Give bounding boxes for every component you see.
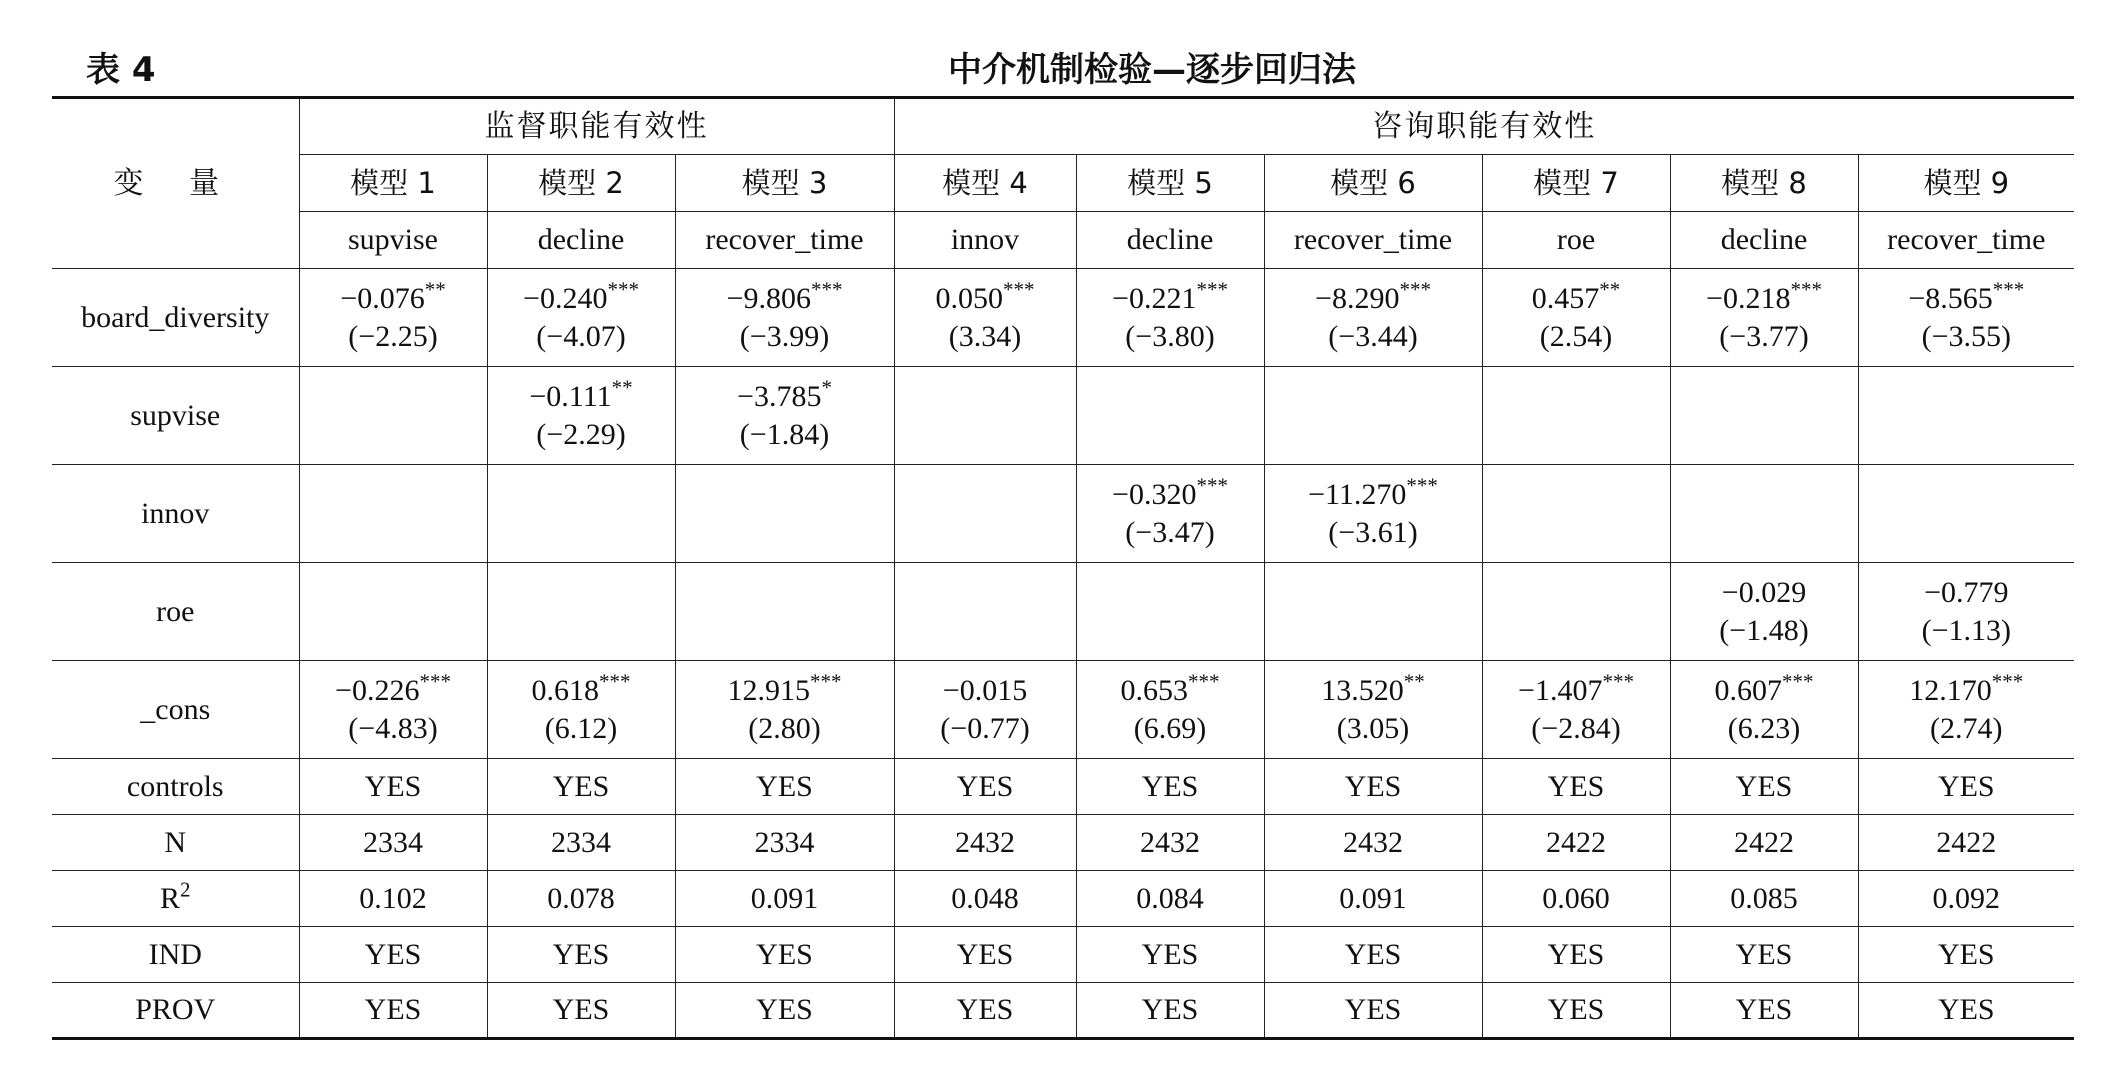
coefficient-line (676, 277, 894, 318)
header-row-dependents (52, 212, 2074, 269)
row-label (52, 927, 299, 983)
coefficient-value: −0.226 (335, 674, 420, 707)
statistic-cell: 2334 (487, 815, 675, 871)
coefficient-cell (1482, 465, 1670, 563)
coefficient-value: −0.320 (1112, 478, 1197, 511)
statistic-cell: YES (1858, 759, 2074, 815)
significance-stars: ** (611, 375, 633, 400)
coefficient-value: 12.915 (727, 674, 810, 707)
t-statistic: (−3.99) (739, 319, 830, 353)
t-statistic: (−2.25) (348, 319, 438, 353)
model-header: 模型 8 (1670, 155, 1858, 212)
coefficient-cell (487, 269, 675, 367)
coefficient-line (1483, 277, 1670, 318)
statistic-cell: YES (1482, 927, 1670, 983)
t-statistic: (2.80) (748, 711, 821, 745)
t-statistic: (6.12) (544, 711, 618, 745)
statistic-cell: 0.078 (487, 871, 675, 927)
coefficient-cell (299, 465, 487, 563)
coefficient-value: −8.565 (1908, 282, 1993, 315)
coefficient-cell (1264, 661, 1482, 759)
coefficient-line (300, 277, 487, 318)
coefficient-value: −0.221 (1112, 282, 1197, 315)
row-label-superscript: 2 (180, 877, 191, 902)
t-statistic: (−3.80) (1125, 319, 1215, 353)
coefficient-cell (675, 563, 894, 661)
coefficient-value: 13.520 (1321, 674, 1404, 707)
model-header: 模型 1 (299, 155, 487, 212)
coefficient-value: −0.111 (529, 380, 612, 413)
statistic-cell: 0.084 (1076, 871, 1264, 927)
significance-stars: *** (1782, 669, 1814, 694)
coefficient-line (1077, 277, 1264, 318)
row-label (52, 983, 299, 1039)
coefficient-line (1859, 277, 2075, 318)
statistic-cell: 0.060 (1482, 871, 1670, 927)
coefficient-cell (299, 367, 487, 465)
coefficient-cell (675, 367, 894, 465)
coefficient-cell (1264, 465, 1482, 563)
coefficient-line (1265, 277, 1482, 318)
coefficient-cell (299, 269, 487, 367)
row-label: supvise (52, 367, 299, 465)
statistics-row (52, 983, 2074, 1039)
t-statistic: (−1.84) (739, 417, 830, 451)
model-header: 模型 2 (487, 155, 675, 212)
coefficient-cell (1076, 661, 1264, 759)
t-statistic: (−1.48) (1719, 613, 1809, 647)
coefficient-cell (1264, 367, 1482, 465)
statistic-cell: YES (299, 927, 487, 983)
coefficient-cell (1670, 563, 1858, 661)
coefficient-line (1671, 669, 1858, 710)
coefficient-cell (487, 367, 675, 465)
t-statistic: (−4.07) (536, 319, 626, 353)
coefficient-line (488, 669, 675, 710)
significance-stars: *** (1790, 277, 1822, 302)
significance-stars: *** (1991, 669, 2024, 694)
row-label-text: PROV (135, 993, 216, 1027)
coefficient-value: −0.029 (1721, 576, 1807, 609)
coefficient-line (488, 375, 675, 416)
statistic-cell: YES (1076, 927, 1264, 983)
coefficient-cell (894, 465, 1076, 563)
coefficient-line (488, 277, 675, 318)
coefficient-row (52, 563, 2074, 661)
significance-stars: * (821, 375, 832, 400)
coefficient-row (52, 661, 2074, 759)
statistic-cell: 0.102 (299, 871, 487, 927)
coefficient-value: 0.653 (1120, 674, 1188, 707)
coefficient-cell (1482, 563, 1670, 661)
coefficient-cell (487, 563, 675, 661)
statistic-cell: 0.091 (675, 871, 894, 927)
t-statistic: (−4.83) (348, 711, 438, 745)
coefficient-line (1265, 669, 1482, 710)
coefficient-value: −9.806 (726, 282, 811, 315)
coefficient-value: −1.407 (1518, 674, 1603, 707)
coefficient-cell (1670, 465, 1858, 563)
row-label-text: IND (148, 937, 202, 971)
coefficient-cell (1076, 269, 1264, 367)
coefficient-line (895, 672, 1076, 710)
t-statistic: (−3.47) (1125, 515, 1215, 549)
coefficient-cell (1264, 269, 1482, 367)
t-statistic: (−2.84) (1531, 711, 1621, 745)
row-label (52, 759, 299, 815)
table-caption (52, 38, 2072, 98)
dependent-variable-header: innov (894, 212, 1076, 269)
variable-column-header: 变 量 (52, 98, 299, 269)
significance-stars: *** (1196, 473, 1228, 498)
t-statistic: (−3.77) (1719, 319, 1809, 353)
t-statistic: (−1.13) (1921, 613, 2011, 647)
coefficient-cell (1670, 269, 1858, 367)
statistic-cell: YES (299, 759, 487, 815)
statistic-cell: 0.048 (894, 871, 1076, 927)
coefficient-value: −11.270 (1308, 478, 1407, 511)
dependent-variable-header: decline (487, 212, 675, 269)
coefficient-row (52, 269, 2074, 367)
regression-table (52, 96, 2074, 1040)
coefficient-cell (299, 563, 487, 661)
t-statistic: (−3.61) (1328, 515, 1418, 549)
statistic-cell: 0.085 (1670, 871, 1858, 927)
statistic-cell: YES (299, 983, 487, 1039)
coefficient-value: −0.015 (942, 674, 1028, 707)
dependent-variable-header: recover_time (1264, 212, 1482, 269)
row-label (52, 815, 299, 871)
row-label: roe (52, 563, 299, 661)
statistic-cell: YES (1482, 759, 1670, 815)
coefficient-value: 12.170 (1909, 674, 1992, 707)
coefficient-cell (1482, 661, 1670, 759)
statistic-cell: YES (1264, 983, 1482, 1039)
significance-stars: *** (607, 277, 639, 302)
coefficient-line (676, 375, 894, 416)
statistic-cell: YES (1858, 927, 2074, 983)
coefficient-cell (675, 269, 894, 367)
coefficient-value: 0.607 (1714, 674, 1782, 707)
statistic-cell: YES (487, 983, 675, 1039)
coefficient-cell (1858, 269, 2074, 367)
significance-stars: ** (1599, 277, 1621, 302)
statistic-cell: YES (487, 759, 675, 815)
dependent-variable-header: recover_time (1858, 212, 2074, 269)
coefficient-cell (1076, 465, 1264, 563)
coefficient-cell (487, 465, 675, 563)
t-statistic: (2.74) (1930, 711, 2003, 745)
dependent-variable-header: recover_time (675, 212, 894, 269)
coefficient-line (895, 277, 1076, 318)
statistic-cell: YES (487, 927, 675, 983)
coefficient-value: −0.218 (1706, 282, 1791, 315)
coefficient-value: 0.618 (531, 674, 599, 707)
significance-stars: *** (810, 277, 843, 302)
t-statistic: (−3.44) (1328, 319, 1418, 353)
statistic-cell: YES (675, 927, 894, 983)
significance-stars: *** (1196, 277, 1228, 302)
coefficient-cell (1858, 465, 2074, 563)
t-statistic: (2.54) (1539, 319, 1613, 353)
coefficient-cell (894, 661, 1076, 759)
coefficient-cell (1264, 563, 1482, 661)
statistic-cell: 2432 (894, 815, 1076, 871)
coefficient-line (1859, 574, 2075, 612)
model-header: 模型 5 (1076, 155, 1264, 212)
statistic-cell: YES (1264, 927, 1482, 983)
significance-stars: *** (1188, 669, 1220, 694)
coefficient-line (676, 669, 894, 710)
statistic-cell: YES (1858, 983, 2074, 1039)
statistic-cell: 2422 (1858, 815, 2074, 871)
statistic-cell: YES (675, 759, 894, 815)
coefficient-value: 0.050 (935, 282, 1003, 315)
coefficient-cell (894, 563, 1076, 661)
coefficient-line (1671, 277, 1858, 318)
statistic-cell: YES (1264, 759, 1482, 815)
dependent-variable-header: decline (1670, 212, 1858, 269)
t-statistic: (−2.29) (536, 417, 626, 451)
row-label: board_diversity (52, 269, 299, 367)
t-statistic: (−3.55) (1921, 319, 2011, 353)
coefficient-cell (1858, 661, 2074, 759)
statistic-cell: YES (1670, 983, 1858, 1039)
coefficient-cell (1858, 563, 2074, 661)
statistic-cell: 0.091 (1264, 871, 1482, 927)
coefficient-value: −3.785 (737, 380, 822, 413)
table-number: 表 4 (86, 50, 156, 90)
statistic-cell: 2432 (1264, 815, 1482, 871)
coefficient-cell (487, 661, 675, 759)
table-title: 中介机制检验—逐步回归法 (948, 50, 1356, 90)
model-header: 模型 7 (1482, 155, 1670, 212)
t-statistic: (3.05) (1336, 711, 1410, 745)
coefficient-value: −0.076 (340, 282, 425, 315)
significance-stars: *** (810, 669, 842, 694)
row-label-text: N (164, 825, 187, 859)
statistic-cell: YES (675, 983, 894, 1039)
coefficient-line (300, 669, 487, 710)
header-row-groups (52, 98, 2074, 155)
coefficient-value: −8.290 (1315, 282, 1400, 315)
dependent-variable-header: supvise (299, 212, 487, 269)
group-header-advisory: 咨询职能有效性 (894, 98, 2074, 155)
significance-stars: *** (1003, 277, 1035, 302)
t-statistic: (6.69) (1133, 711, 1207, 745)
row-label-text: controls (126, 769, 224, 803)
row-label: _cons (52, 661, 299, 759)
coefficient-line (1265, 473, 1482, 514)
statistic-cell: YES (894, 927, 1076, 983)
coefficient-cell (675, 661, 894, 759)
coefficient-line (1483, 669, 1670, 710)
dependent-variable-header: decline (1076, 212, 1264, 269)
t-statistic: (6.23) (1727, 711, 1801, 745)
row-label (52, 871, 299, 927)
model-header: 模型 3 (675, 155, 894, 212)
coefficient-cell (894, 269, 1076, 367)
statistics-row (52, 871, 2074, 927)
coefficient-line (1671, 574, 1858, 612)
t-statistic: (−0.77) (940, 711, 1030, 745)
coefficient-cell (675, 465, 894, 563)
model-header: 模型 9 (1858, 155, 2074, 212)
coefficient-cell (1858, 367, 2074, 465)
coefficient-cell (1482, 269, 1670, 367)
statistics-row (52, 927, 2074, 983)
significance-stars: ** (424, 277, 446, 302)
statistics-row (52, 815, 2074, 871)
coefficient-cell (1076, 563, 1264, 661)
row-label: innov (52, 465, 299, 563)
significance-stars: *** (1399, 277, 1431, 302)
t-statistic: (3.34) (948, 319, 1022, 353)
statistic-cell: YES (1670, 927, 1858, 983)
coefficient-line (1859, 669, 2075, 710)
model-header: 模型 4 (894, 155, 1076, 212)
coefficient-line (1077, 473, 1264, 514)
statistic-cell: 2422 (1482, 815, 1670, 871)
significance-stars: *** (599, 669, 631, 694)
statistic-cell: YES (894, 983, 1076, 1039)
statistic-cell: 0.092 (1858, 871, 2074, 927)
coefficient-line (1077, 669, 1264, 710)
statistic-cell: YES (1076, 759, 1264, 815)
significance-stars: *** (1602, 669, 1634, 694)
statistic-cell: YES (1482, 983, 1670, 1039)
statistic-cell: 2334 (299, 815, 487, 871)
statistic-cell: 2422 (1670, 815, 1858, 871)
coefficient-cell (1076, 367, 1264, 465)
coefficient-cell (299, 661, 487, 759)
coefficient-row (52, 367, 2074, 465)
statistic-cell: 2432 (1076, 815, 1264, 871)
coefficient-value: −0.240 (523, 282, 608, 315)
statistics-row (52, 759, 2074, 815)
significance-stars: ** (1403, 669, 1425, 694)
dependent-variable-header: roe (1482, 212, 1670, 269)
model-header: 模型 6 (1264, 155, 1482, 212)
statistic-cell: YES (1076, 983, 1264, 1039)
significance-stars: *** (419, 669, 451, 694)
significance-stars: *** (1406, 473, 1438, 498)
statistic-cell: YES (1670, 759, 1858, 815)
coefficient-cell (894, 367, 1076, 465)
statistic-cell: 2334 (675, 815, 894, 871)
row-label-text: R (159, 881, 180, 915)
coefficient-cell (1482, 367, 1670, 465)
group-header-supervisory: 监督职能有效性 (299, 98, 894, 155)
coefficient-cell (1670, 661, 1858, 759)
coefficient-cell (1670, 367, 1858, 465)
statistic-cell: YES (894, 759, 1076, 815)
coefficient-row (52, 465, 2074, 563)
coefficient-value: −0.779 (1924, 576, 2009, 609)
header-row-models (52, 155, 2074, 212)
coefficient-value: 0.457 (1531, 282, 1600, 315)
significance-stars: *** (1992, 277, 2025, 302)
